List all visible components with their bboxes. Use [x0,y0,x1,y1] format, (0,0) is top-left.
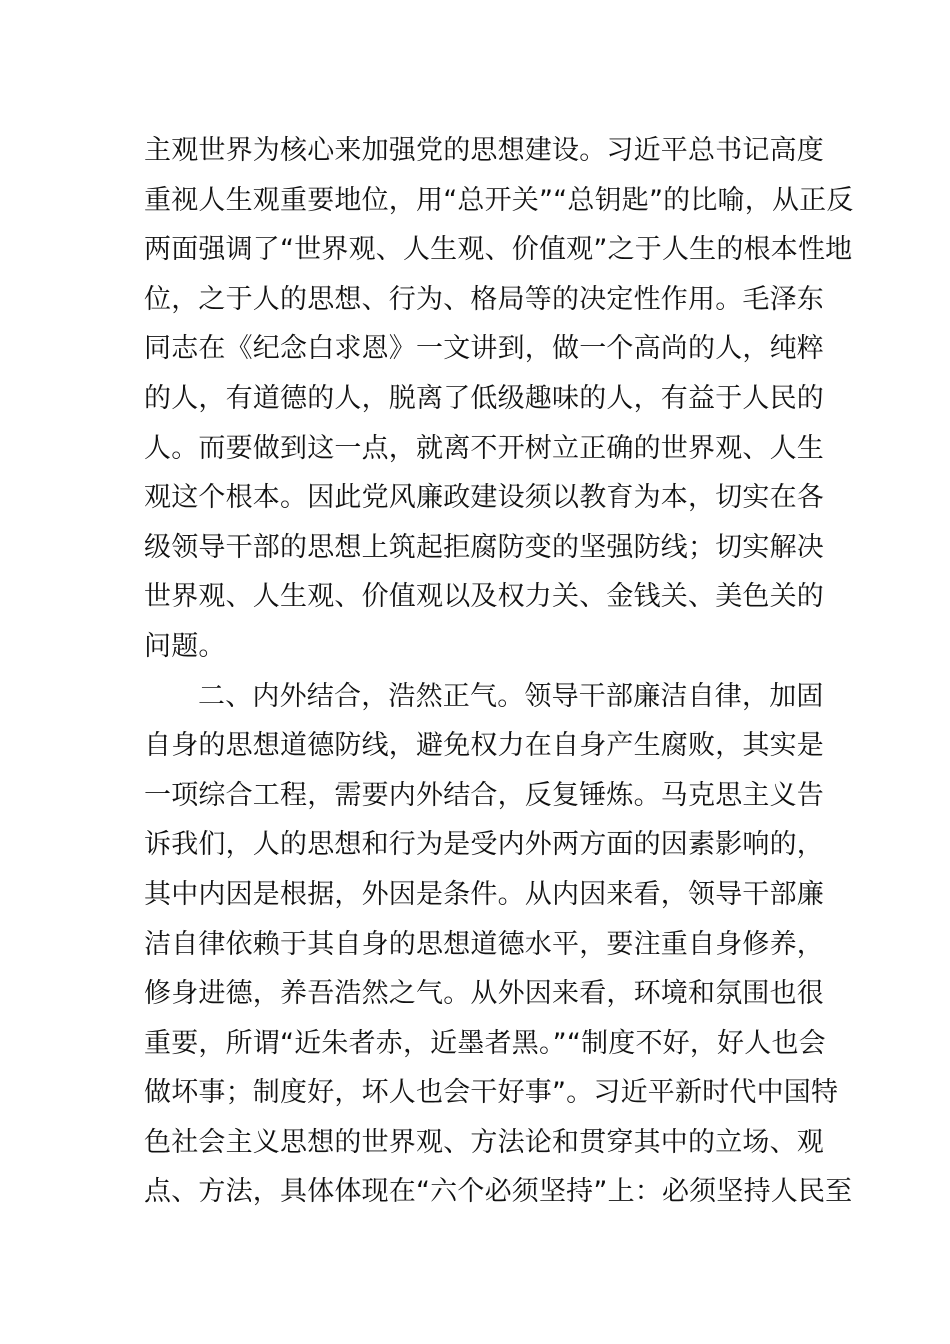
text-line: 的人，有道德的人，脱离了低级趣味的人，有益于人民的 [144,382,824,414]
body-text [144,126,854,1217]
text-line: 同志在《纪念白求恩》一文讲到，做一个高尚的人，纯粹 [144,333,824,365]
text-line: 色社会主义思想的世界观、方法论和贯穿其中的立场、观 [144,1126,824,1158]
text-line: 诉我们，人的思想和行为是受内外两方面的因素影响的， [144,829,824,861]
text-line: 修身进德，养吾浩然之气。从外因来看，环境和氛围也很 [144,978,824,1010]
paragraph-heading-line: 二、内外结合，浩然正气。领导干部廉洁自律，加固 [198,680,824,712]
text-line: 两面强调了“世界观、人生观、价值观”之于人生的根本性地 [144,234,853,266]
text-line: 世界观、人生观、价值观以及权力关、金钱关、美色关的 [144,581,824,613]
text-line: 点、方法，具体体现在“六个必须坚持”上：必须坚持人民至 [144,1176,853,1208]
text-line: 做坏事；制度好，坏人也会干好事”。习近平新时代中国特 [144,1077,839,1109]
text-line: 主观世界为核心来加强党的思想建设。习近平总书记高度 [144,135,824,166]
text-line: 其中内因是根据，外因是条件。从内因来看，领导干部廉 [144,878,824,910]
text-line: 一项综合工程，需要内外结合，反复锤炼。马克思主义告 [144,779,824,811]
text-line: 重视人生观重要地位，用“总开关”“总钥匙”的比喻，从正反 [144,184,854,216]
text-line: 洁自律依赖于其自身的思想道德水平，要注重自身修养， [144,928,824,960]
text-line: 观这个根本。因此党风廉政建设须以教育为本，切实在各 [144,482,824,514]
text-line: 重要，所谓“近朱者赤，近墨者黑。”“制度不好，好人也会 [144,1027,826,1059]
text-line: 级领导干部的思想上筑起拒腐防变的坚强防线；切实解决 [144,531,824,563]
text-line: 位，之于人的思想、行为、格局等的决定性作用。毛泽东 [144,283,824,315]
text-line: 自身的思想道德防线，避免权力在自身产生腐败，其实是 [144,730,824,762]
text-line: 问题。 [144,630,226,662]
text-line: 人。而要做到这一点，就离不开树立正确的世界观、人生 [144,432,824,464]
